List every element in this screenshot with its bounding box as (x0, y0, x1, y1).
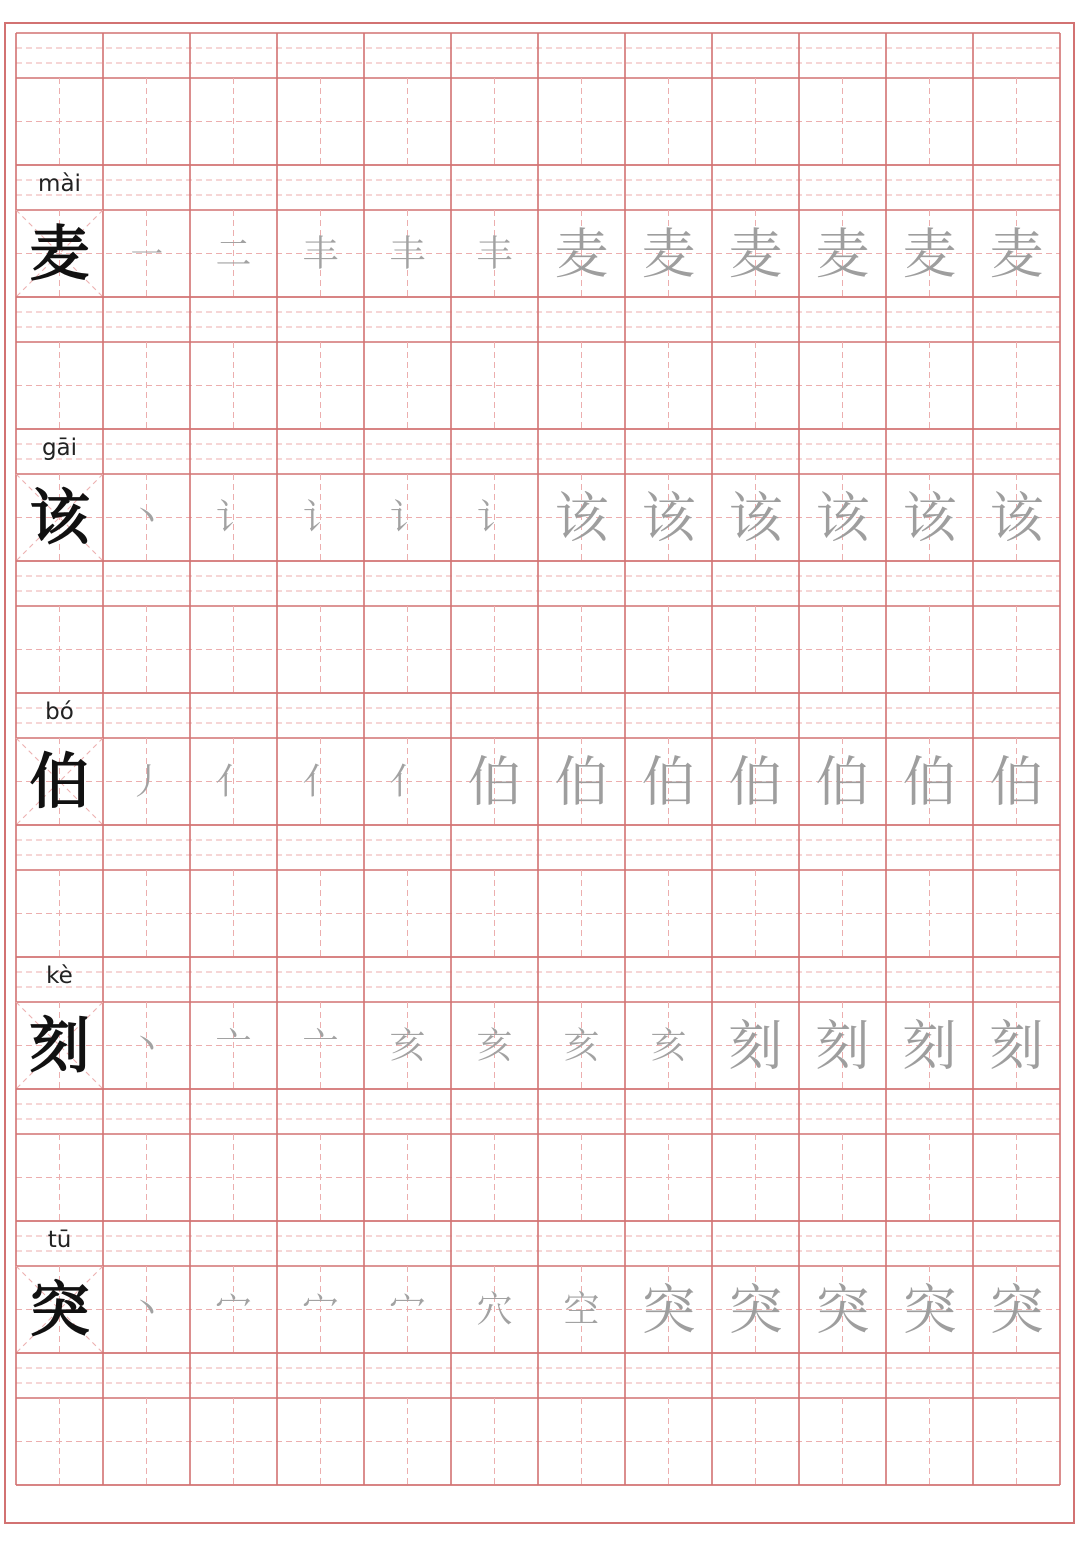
stroke-step: 亻 (302, 761, 339, 803)
trace-character: 刻 (902, 1014, 957, 1078)
pinyin-label: tū (47, 1227, 72, 1253)
trace-character: 突 (815, 1278, 870, 1342)
trace-character: 麦 (728, 222, 783, 286)
stroke-step: 丶 (128, 1025, 165, 1067)
stroke-step: 亥 (650, 1025, 687, 1067)
trace-character: 突 (989, 1278, 1044, 1342)
trace-character: 麦 (641, 222, 696, 286)
model-character: 该 (29, 483, 90, 554)
trace-character: 麦 (989, 222, 1044, 286)
stroke-step: 丶 (128, 497, 165, 539)
trace-character: 麦 (554, 222, 609, 286)
stroke-step: 宀 (389, 1289, 426, 1331)
writing-grid (16, 33, 1060, 1513)
stroke-step: 丰 (302, 233, 339, 275)
trace-character: 伯 (728, 750, 783, 814)
trace-character: 伯 (902, 750, 957, 814)
trace-character: 该 (641, 486, 696, 550)
stroke-step: 讠 (476, 497, 513, 539)
trace-character: 伯 (989, 750, 1044, 814)
stroke-step: ㇐ (128, 233, 165, 275)
stroke-step: 二 (215, 233, 252, 275)
stroke-step: 空 (563, 1289, 600, 1331)
model-character: 伯 (29, 747, 90, 818)
trace-character: 伯 (467, 750, 522, 814)
stroke-step: 亥 (389, 1025, 426, 1067)
stroke-step: 讠 (389, 497, 426, 539)
trace-character: 刻 (728, 1014, 783, 1078)
trace-character: 伯 (554, 750, 609, 814)
trace-character: 刻 (815, 1014, 870, 1078)
trace-character: 突 (641, 1278, 696, 1342)
stroke-step: 讠 (215, 497, 252, 539)
trace-character: 该 (815, 486, 870, 550)
trace-character: 伯 (641, 750, 696, 814)
stroke-step: 丿 (128, 761, 165, 803)
stroke-step: 亥 (476, 1025, 513, 1067)
pinyin-label: gāi (41, 435, 78, 461)
stroke-step: 宀 (302, 1289, 339, 1331)
trace-character: 突 (728, 1278, 783, 1342)
pinyin-label: mài (38, 171, 81, 197)
stroke-step: 亻 (215, 761, 252, 803)
stroke-step: 讠 (302, 497, 339, 539)
pinyin-label: bó (45, 699, 74, 725)
model-character: 麦 (29, 219, 90, 290)
stroke-step: 宀 (215, 1289, 252, 1331)
stroke-step: 丰 (476, 233, 513, 275)
trace-character: 该 (902, 486, 957, 550)
trace-character: 突 (902, 1278, 957, 1342)
trace-character: 该 (728, 486, 783, 550)
stroke-step: 亠 (215, 1025, 252, 1067)
trace-character: 伯 (815, 750, 870, 814)
stroke-step: 亻 (389, 761, 426, 803)
trace-character: 麦 (902, 222, 957, 286)
pinyin-label: kè (46, 963, 73, 989)
stroke-step: 亥 (563, 1025, 600, 1067)
trace-character: 麦 (815, 222, 870, 286)
stroke-step: 丰 (389, 233, 426, 275)
trace-character: 该 (989, 486, 1044, 550)
trace-character: 该 (554, 486, 609, 550)
stroke-step: 亠 (302, 1025, 339, 1067)
model-character: 突 (29, 1275, 90, 1346)
model-character: 刻 (29, 1011, 90, 1082)
stroke-step: 穴 (476, 1289, 513, 1331)
stroke-step: 丶 (128, 1289, 165, 1331)
trace-character: 刻 (989, 1014, 1044, 1078)
